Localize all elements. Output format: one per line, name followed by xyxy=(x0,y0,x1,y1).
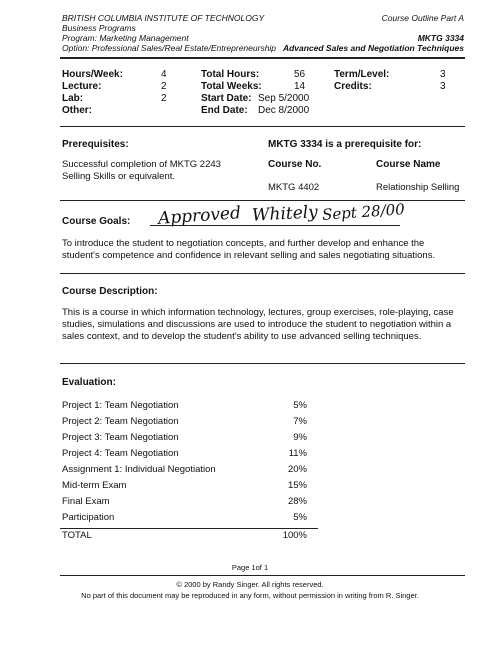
end-date-label: End Date: xyxy=(201,105,248,116)
lecture-value: 2 xyxy=(161,81,167,92)
credits-value: 3 xyxy=(440,81,446,92)
evaluation-item-weight: 9% xyxy=(293,432,307,443)
other-label: Other: xyxy=(62,105,92,116)
hours-divider xyxy=(60,126,465,127)
total-hours-label: Total Hours: xyxy=(201,69,260,80)
total-value: 100% xyxy=(282,530,307,541)
description-divider xyxy=(60,363,465,364)
next-course-name: Relationship Selling xyxy=(376,182,460,193)
evaluation-row xyxy=(62,464,307,478)
credits-label: Credits: xyxy=(334,81,372,92)
start-date-label: Start Date: xyxy=(201,93,252,104)
signature-line xyxy=(150,225,400,226)
lab-label: Lab: xyxy=(62,93,84,104)
reproduction-notice: No part of this document may be reproduced in any form, without permission in writing from R. Singer. xyxy=(81,591,419,600)
document-type: Course Outline Part A xyxy=(381,13,464,23)
hours-week-label: Hours/Week: xyxy=(62,69,123,80)
evaluation-row xyxy=(62,512,307,526)
evaluation-row xyxy=(62,416,307,430)
course-goals-text: To introduce the student to negotiation concepts, and further develop and enhance the student's competence and confidence in relevant selling and sales negotiating situations. xyxy=(62,238,436,261)
evaluation-row xyxy=(62,480,307,494)
prerequisite-for-label: MKTG 3334 is a prerequisite for: xyxy=(268,139,422,150)
evaluation-item-weight: 7% xyxy=(293,416,307,427)
total-label: TOTAL xyxy=(62,530,92,541)
prerequisites-text: Successful completion of MKTG 2243 Selling Skills or equivalent. xyxy=(62,159,221,182)
evaluation-row xyxy=(62,432,307,446)
lecture-label: Lecture: xyxy=(62,81,102,92)
course-name-header: Course Name xyxy=(376,159,441,170)
course-goals-label: Course Goals: xyxy=(62,216,131,227)
course-no-header: Course No. xyxy=(268,159,322,170)
approver-signature: Whitely xyxy=(251,202,319,226)
school-name: Business Programs xyxy=(62,23,136,33)
evaluation-item-weight: 11% xyxy=(288,448,307,459)
copyright-notice: © 2000 by Randy Singer. All rights reserved. xyxy=(176,580,324,589)
hours-week-value: 4 xyxy=(161,69,167,80)
evaluation-total-row xyxy=(62,530,307,544)
prerequisites-label: Prerequisites: xyxy=(62,139,129,150)
goals-divider xyxy=(60,273,465,274)
next-course-no: MKTG 4402 xyxy=(268,182,320,193)
course-description-label: Course Description: xyxy=(62,286,158,297)
total-weeks-label: Total Weeks: xyxy=(201,81,262,92)
term-level-value: 3 xyxy=(440,69,446,80)
approval-date-signature: Sept 28/00 xyxy=(321,200,406,224)
evaluation-item-weight: 28% xyxy=(287,496,307,507)
course-code: MKTG 3334 xyxy=(417,33,464,43)
evaluation-row xyxy=(62,400,307,414)
total-rule xyxy=(60,528,318,529)
program-name: Program: Marketing Management xyxy=(62,33,189,43)
evaluation-item-name: Project 4: Team Negotiation xyxy=(62,448,179,459)
term-level-label: Term/Level: xyxy=(334,69,390,80)
course-title: Advanced Sales and Negotiation Techniques xyxy=(282,43,464,53)
evaluation-item-name: Final Exam xyxy=(62,496,110,507)
total-hours-value: 56 xyxy=(294,69,306,80)
evaluation-item-name: Participation xyxy=(62,512,115,523)
institution-name: BRITISH COLUMBIA INSTITUTE OF TECHNOLOGY xyxy=(62,13,265,23)
evaluation-item-weight: 15% xyxy=(287,480,307,491)
approval-signature: Approved xyxy=(157,203,242,229)
start-date-value: Sep 5/2000 xyxy=(258,93,310,104)
evaluation-item-weight: 5% xyxy=(293,512,307,523)
total-weeks-value: 14 xyxy=(294,81,306,92)
page-number: Page 1of 1 xyxy=(231,563,269,572)
evaluation-row xyxy=(62,496,307,510)
lab-value: 2 xyxy=(161,93,167,104)
evaluation-item-name: Project 1: Team Negotiation xyxy=(62,400,179,411)
evaluation-item-weight: 5% xyxy=(293,400,307,411)
evaluation-item-weight: 20% xyxy=(287,464,307,475)
option-name: Option: Professional Sales/Real Estate/Entrepreneurship xyxy=(62,43,277,53)
end-date-value: Dec 8/2000 xyxy=(258,105,310,116)
evaluation-item-name: Project 2: Team Negotiation xyxy=(62,416,179,427)
evaluation-item-name: Project 3: Team Negotiation xyxy=(62,432,179,443)
evaluation-item-name: Assignment 1: Individual Negotiation xyxy=(62,464,216,475)
evaluation-row xyxy=(62,448,307,462)
evaluation-label: Evaluation: xyxy=(62,377,116,388)
header-divider xyxy=(60,57,465,59)
evaluation-item-name: Mid-term Exam xyxy=(62,480,127,491)
footer-divider xyxy=(60,575,465,576)
course-description-text: This is a course in which information technology, lectures, group exercises, role-playing, case studies, simulations and discussions are used to introduce the student to negotiation within a sales context, and to develop the student's ability to use advanced selling techniques. xyxy=(62,307,454,342)
